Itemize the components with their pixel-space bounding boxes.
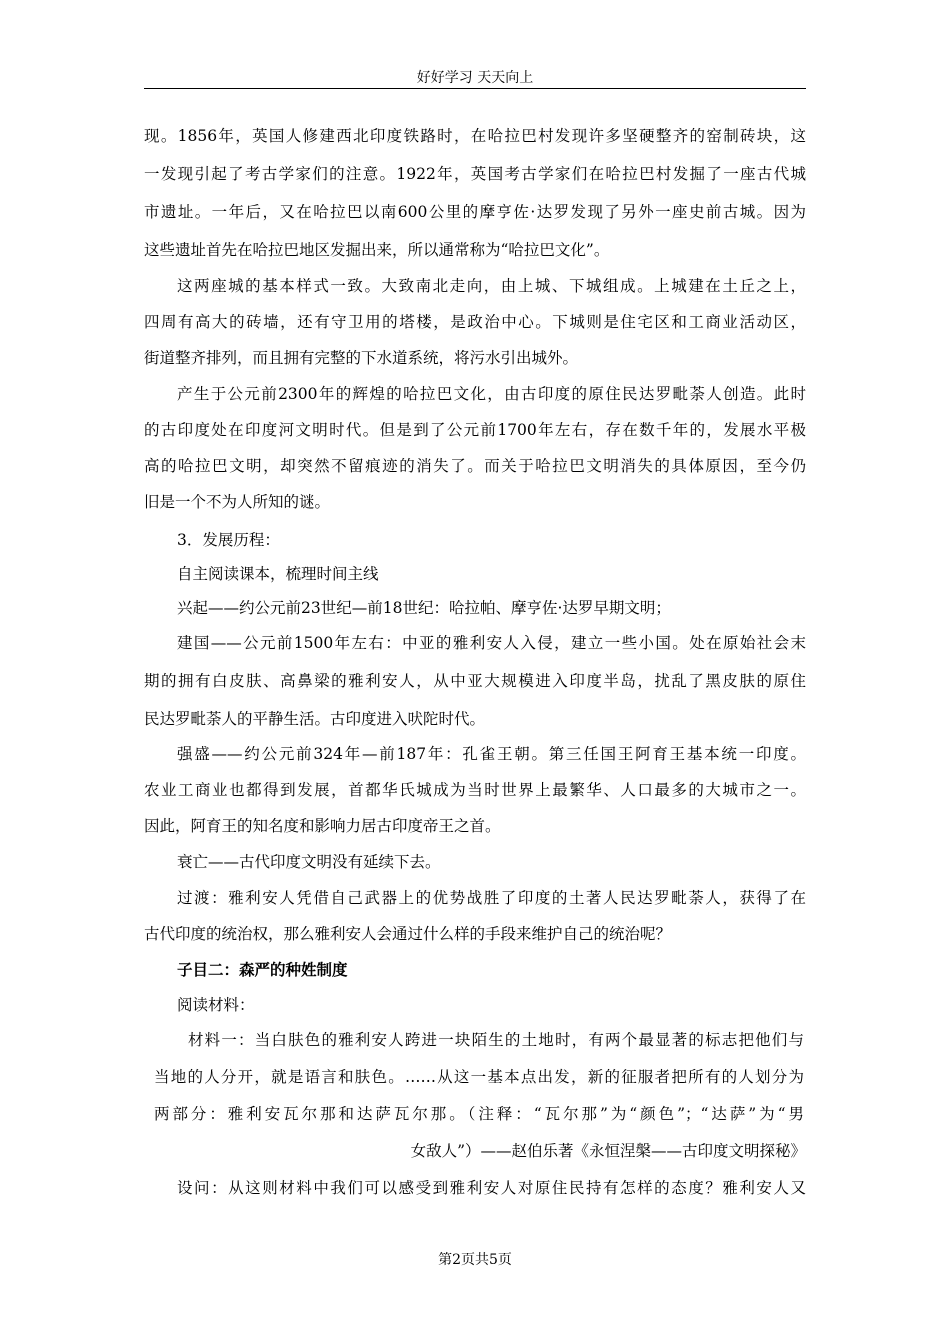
paragraph-line: 四周有高大的砖墙，还有守卫用的塔楼，是政治中心。下城则是住宅区和工商业活动区， bbox=[144, 313, 806, 331]
paragraph-line: 市遗址。一年后，又在哈拉巴以南600公里的摩亨佐·达罗发现了另外一座史前古城。因为 bbox=[144, 203, 806, 221]
page-header: 好好学习 天天向上 bbox=[144, 68, 806, 89]
question-line: 设问：从这则材料中我们可以感受到雅利安人对原住民持有怎样的态度？雅利安人又 bbox=[177, 1179, 806, 1197]
paragraph-line: 古代印度的统治权，那么雅利安人会通过什么样的手段来维护自己的统治呢？ bbox=[144, 925, 672, 943]
paragraph-line: 这两座城的基本样式一致。大致南北走向，由上城、下城组成。上城建在土丘之上， bbox=[177, 277, 806, 295]
paragraph-line: 期的拥有白皮肤、高鼻梁的雅利安人，从中亚大规模进入印度半岛，扰乱了黑皮肤的原住 bbox=[144, 672, 806, 690]
paragraph-line: 强盛——约公元前324年—前187年：孔雀王朝。第三任国王阿育王基本统一印度。 bbox=[177, 745, 806, 763]
paragraph-line: 旧是一个不为人所知的谜。 bbox=[144, 493, 331, 511]
paragraph-line: 因此，阿育王的知名度和影响力居古印度帝王之首。 bbox=[144, 817, 501, 835]
material-source: 女敌人”）——赵伯乐著《永恒涅槃——古印度文明探秘》 bbox=[410, 1142, 806, 1160]
paragraph-line: 农业工商业也都得到发展，首都华氏城成为当时世界上最繁华、人口最多的大城市之一。 bbox=[144, 781, 806, 799]
page-number: 第2页共5页 bbox=[438, 1252, 512, 1268]
paragraph-line: 的古印度处在印度河文明时代。但是到了公元前1700年左右，存在数千年的，发展水平极 bbox=[144, 421, 806, 439]
paragraph-line: 兴起——约公元前23世纪—前18世纪：哈拉帕、摩亨佐·达罗早期文明； bbox=[177, 599, 671, 617]
material-quote-line: 两部分：雅利安瓦尔那和达萨瓦尔那。（注释：“瓦尔那”为“颜色”；“达萨”为“男 bbox=[154, 1105, 804, 1123]
paragraph-line: 阅读材料： bbox=[177, 996, 255, 1014]
paragraph-line: 街道整齐排列，而且拥有完整的下水道系统，将污水引出城外。 bbox=[144, 349, 579, 367]
material-quote-line: 当地的人分开，就是语言和肤色。……从这一基本点出发，新的征服者把所有的人划分为 bbox=[154, 1068, 804, 1086]
paragraph-line: 建国——公元前1500年左右：中亚的雅利安人入侵，建立一些小国。处在原始社会末 bbox=[177, 634, 806, 652]
paragraph-line: 民达罗毗荼人的平静生活。古印度进入吠陀时代。 bbox=[144, 710, 486, 728]
paragraph-line: 一发现引起了考古学家们的注意。1922年，英国考古学家们在哈拉巴村发掘了一座古代城 bbox=[144, 165, 806, 183]
material-quote-line: 材料一：当白肤色的雅利安人跨进一块陌生的土地时，有两个最显著的标志把他们与 bbox=[188, 1031, 804, 1049]
paragraph-line: 产生于公元前2300年的辉煌的哈拉巴文化，由古印度的原住民达罗毗荼人创造。此时 bbox=[177, 385, 806, 403]
paragraph-line: 过渡：雅利安人凭借自己武器上的优势战胜了印度的土著人民达罗毗荼人，获得了在 bbox=[177, 889, 806, 907]
paragraph-line: 衰亡——古代印度文明没有延续下去。 bbox=[177, 853, 441, 871]
paragraph-line: 自主阅读课本，梳理时间主线 bbox=[177, 565, 379, 583]
section-heading: 3．发展历程： bbox=[177, 531, 280, 549]
paragraph-line: 现。1856年，英国人修建西北印度铁路时，在哈拉巴村发现许多坚硬整齐的窑制砖块，这 bbox=[144, 127, 806, 145]
subsection-title: 子目二：森严的种姓制度 bbox=[177, 960, 348, 979]
paragraph-line: 这些遗址首先在哈拉巴地区发掘出来，所以通常称为“哈拉巴文化”。 bbox=[144, 241, 610, 259]
paragraph-line: 高的哈拉巴文明，却突然不留痕迹的消失了。而关于哈拉巴文明消失的具体原因，至今仍 bbox=[144, 457, 806, 475]
